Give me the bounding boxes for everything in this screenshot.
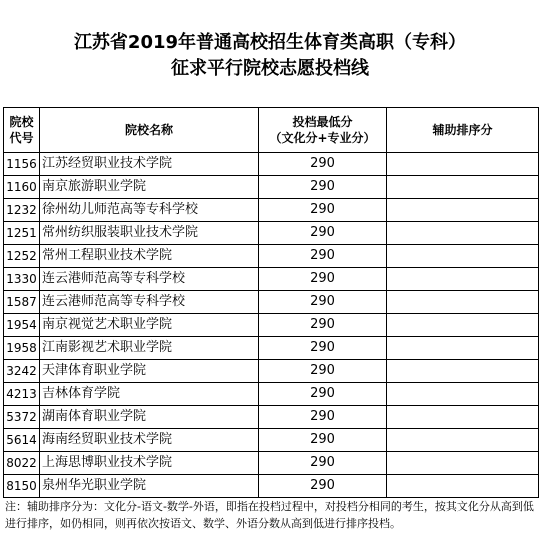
cell-code: 1954 — [4, 314, 40, 337]
cell-aux — [387, 314, 539, 337]
table-row — [4, 406, 539, 429]
cell-aux — [387, 475, 539, 498]
admission-score-table — [3, 107, 539, 498]
table-row — [4, 199, 539, 222]
cell-score: 290 — [259, 429, 387, 452]
cell-aux — [387, 291, 539, 314]
cell-aux — [387, 268, 539, 291]
cell-aux — [387, 452, 539, 475]
cell-name: 徐州幼儿师范高等专科学校 — [40, 199, 259, 222]
cell-code: 1958 — [4, 337, 40, 360]
cell-code: 3242 — [4, 360, 40, 383]
cell-score: 290 — [259, 475, 387, 498]
cell-name: 江南影视艺术职业学院 — [40, 337, 259, 360]
cell-aux — [387, 337, 539, 360]
cell-aux — [387, 406, 539, 429]
header-score-line-2: （文化分+专业分） — [269, 131, 376, 145]
cell-aux — [387, 199, 539, 222]
cell-score: 290 — [259, 406, 387, 429]
cell-aux — [387, 222, 539, 245]
table-row — [4, 360, 539, 383]
table-row — [4, 153, 539, 176]
cell-code: 5372 — [4, 406, 40, 429]
cell-score: 290 — [259, 245, 387, 268]
cell-code: 1156 — [4, 153, 40, 176]
cell-name: 常州工程职业技术学院 — [40, 245, 259, 268]
cell-score: 290 — [259, 176, 387, 199]
cell-aux — [387, 245, 539, 268]
table-row — [4, 337, 539, 360]
cell-aux — [387, 176, 539, 199]
header-score — [259, 108, 387, 153]
table-header-row — [4, 108, 539, 153]
header-code-line-2: 代号 — [9, 131, 34, 145]
cell-aux — [387, 360, 539, 383]
table-row — [4, 383, 539, 406]
cell-code: 8150 — [4, 475, 40, 498]
cell-name: 江苏经贸职业技术学院 — [40, 153, 259, 176]
cell-name: 海南经贸职业技术学院 — [40, 429, 259, 452]
cell-code: 1587 — [4, 291, 40, 314]
cell-code: 8022 — [4, 452, 40, 475]
table-row — [4, 429, 539, 452]
cell-score: 290 — [259, 153, 387, 176]
cell-score: 290 — [259, 199, 387, 222]
cell-name: 天津体育职业学院 — [40, 360, 259, 383]
title-line-1: 江苏省2019年普通高校招生体育类高职（专科） — [73, 32, 467, 53]
cell-name: 吉林体育学院 — [40, 383, 259, 406]
cell-code: 1330 — [4, 268, 40, 291]
cell-name: 泉州华光职业学院 — [40, 475, 259, 498]
cell-score: 290 — [259, 291, 387, 314]
table-row — [4, 314, 539, 337]
cell-name: 南京旅游职业学院 — [40, 176, 259, 199]
header-code — [4, 108, 40, 153]
cell-score: 290 — [259, 222, 387, 245]
title-line-2: 征求平行院校志愿投档线 — [171, 58, 369, 79]
cell-name: 上海思博职业技术学院 — [40, 452, 259, 475]
cell-score: 290 — [259, 360, 387, 383]
header-score-line-1: 投档最低分 — [292, 115, 353, 129]
cell-name: 南京视觉艺术职业学院 — [40, 314, 259, 337]
header-code-line-1: 院校 — [9, 115, 34, 129]
cell-code: 1232 — [4, 199, 40, 222]
cell-code: 1160 — [4, 176, 40, 199]
cell-aux — [387, 383, 539, 406]
cell-code: 5614 — [4, 429, 40, 452]
cell-code: 1252 — [4, 245, 40, 268]
cell-code: 1251 — [4, 222, 40, 245]
cell-score: 290 — [259, 268, 387, 291]
table-body — [4, 153, 539, 498]
cell-aux — [387, 153, 539, 176]
header-aux: 辅助排序分 — [387, 108, 539, 153]
cell-name: 常州纺织服装职业技术学院 — [40, 222, 259, 245]
table-row — [4, 176, 539, 199]
cell-score: 290 — [259, 383, 387, 406]
cell-name: 连云港师范高等专科学校 — [40, 291, 259, 314]
table-row — [4, 245, 539, 268]
cell-score: 290 — [259, 337, 387, 360]
table-row — [4, 268, 539, 291]
table-row — [4, 291, 539, 314]
table-row — [4, 452, 539, 475]
table-row — [4, 475, 539, 498]
footnote: 注：辅助排序分为：文化分-语文-数学-外语，即指在投档过程中，对投档分相同的考生，按其文化分从高到低进行排序，如仍相同，则再依次按语文、数学、外语分数从高到低进行排序投档。 — [5, 500, 534, 530]
cell-code: 4213 — [4, 383, 40, 406]
cell-score: 290 — [259, 314, 387, 337]
cell-aux — [387, 429, 539, 452]
cell-name: 连云港师范高等专科学校 — [40, 268, 259, 291]
header-name: 院校名称 — [40, 108, 259, 153]
cell-score: 290 — [259, 452, 387, 475]
table-row — [4, 222, 539, 245]
cell-name: 湖南体育职业学院 — [40, 406, 259, 429]
page-title — [0, 30, 540, 82]
